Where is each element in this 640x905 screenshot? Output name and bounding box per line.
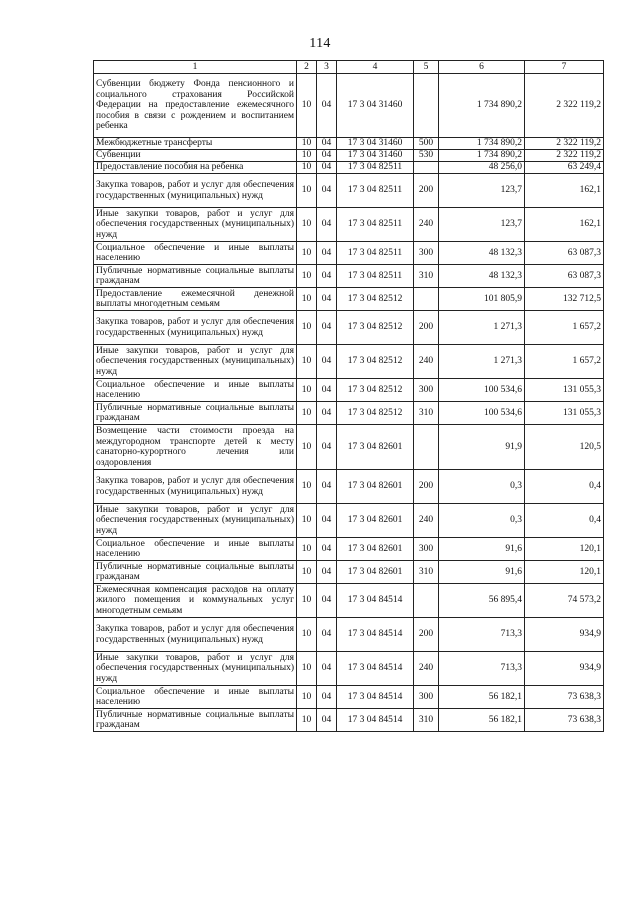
subsection-code-cell: 04 [317, 584, 337, 618]
expense-type-cell: 500 [414, 138, 439, 150]
table-row [94, 402, 604, 425]
target-article-cell: 17 3 04 82601 [337, 538, 414, 561]
section-code-cell: 10 [297, 584, 317, 618]
amount-year2-cell: 63 087,3 [525, 265, 604, 288]
row-name-cell: Закупка товаров, работ и услуг для обеспечения государственных (муниципальных) нужд [94, 311, 297, 345]
expense-type-cell: 200 [414, 311, 439, 345]
row-name-cell: Закупка товаров, работ и услуг для обеспечения государственных (муниципальных) нужд [94, 618, 297, 652]
table-row [94, 265, 604, 288]
amount-year2-cell: 120,1 [525, 538, 604, 561]
subsection-code-cell: 04 [317, 74, 337, 138]
section-code-cell: 10 [297, 242, 317, 265]
subsection-code-cell: 04 [317, 138, 337, 150]
expense-type-cell: 240 [414, 345, 439, 379]
amount-year2-cell: 934,9 [525, 652, 604, 686]
amount-year1-cell: 0,3 [439, 470, 525, 504]
target-article-cell: 17 3 04 82512 [337, 345, 414, 379]
target-article-cell: 17 3 04 31460 [337, 74, 414, 138]
target-article-cell: 17 3 04 84514 [337, 686, 414, 709]
amount-year2-cell: 2 322 119,2 [525, 150, 604, 162]
subsection-code-cell: 04 [317, 425, 337, 470]
row-name-cell: Закупка товаров, работ и услуг для обеспечения государственных (муниципальных) нужд [94, 174, 297, 208]
row-name-cell: Публичные нормативные социальные выплаты гражданам [94, 402, 297, 425]
table-row [94, 242, 604, 265]
target-article-cell: 17 3 04 82511 [337, 242, 414, 265]
section-code-cell: 10 [297, 345, 317, 379]
amount-year2-cell: 131 055,3 [525, 379, 604, 402]
amount-year2-cell: 1 657,2 [525, 311, 604, 345]
amount-year1-cell: 1 734 890,2 [439, 74, 525, 138]
amount-year2-cell: 132 712,5 [525, 288, 604, 311]
target-article-cell: 17 3 04 82512 [337, 288, 414, 311]
section-code-cell: 10 [297, 652, 317, 686]
table-row [94, 686, 604, 709]
subsection-code-cell: 04 [317, 345, 337, 379]
column-header: 1 [94, 61, 297, 74]
subsection-code-cell: 04 [317, 709, 337, 732]
page-number: 114 [309, 36, 331, 51]
amount-year2-cell: 2 322 119,2 [525, 138, 604, 150]
amount-year1-cell: 1 734 890,2 [439, 150, 525, 162]
table-row [94, 174, 604, 208]
section-code-cell: 10 [297, 288, 317, 311]
amount-year2-cell: 73 638,3 [525, 686, 604, 709]
amount-year1-cell: 48 132,3 [439, 265, 525, 288]
column-header: 3 [317, 61, 337, 74]
section-code-cell: 10 [297, 709, 317, 732]
row-name-cell: Возмещение части стоимости проезда на междугородном транспорте детей к месту санаторно-курортного лечения или оздоровления [94, 425, 297, 470]
table-row [94, 561, 604, 584]
amount-year2-cell: 0,4 [525, 470, 604, 504]
table-row [94, 652, 604, 686]
subsection-code-cell: 04 [317, 686, 337, 709]
amount-year1-cell: 123,7 [439, 174, 525, 208]
table-row [94, 138, 604, 150]
table-row [94, 311, 604, 345]
section-code-cell: 10 [297, 402, 317, 425]
expense-type-cell: 310 [414, 561, 439, 584]
amount-year2-cell: 63 249,4 [525, 162, 604, 174]
row-name-cell: Социальное обеспечение и иные выплаты населению [94, 379, 297, 402]
amount-year1-cell: 713,3 [439, 618, 525, 652]
amount-year1-cell: 1 271,3 [439, 345, 525, 379]
table-row [94, 288, 604, 311]
expense-type-cell: 310 [414, 709, 439, 732]
row-name-cell: Публичные нормативные социальные выплаты гражданам [94, 265, 297, 288]
amount-year2-cell: 63 087,3 [525, 242, 604, 265]
section-code-cell: 10 [297, 470, 317, 504]
table-row [94, 379, 604, 402]
amount-year1-cell: 48 256,0 [439, 162, 525, 174]
row-name-cell: Субвенции бюджету Фонда пенсионного и социального страхования Российской Федерации на предоставление ежемесячного пособия в связи с рождением и воспитанием ребенка [94, 74, 297, 138]
target-article-cell: 17 3 04 82601 [337, 425, 414, 470]
amount-year2-cell: 74 573,2 [525, 584, 604, 618]
amount-year1-cell: 0,3 [439, 504, 525, 538]
expense-type-cell: 240 [414, 208, 439, 242]
amount-year2-cell: 1 657,2 [525, 345, 604, 379]
row-name-cell: Ежемесячная компенсация расходов на оплату жилого помещения и коммунальных услуг многодетным семьям [94, 584, 297, 618]
table-row [94, 345, 604, 379]
expense-type-cell [414, 288, 439, 311]
amount-year1-cell: 101 805,9 [439, 288, 525, 311]
subsection-code-cell: 04 [317, 379, 337, 402]
section-code-cell: 10 [297, 561, 317, 584]
amount-year1-cell: 48 132,3 [439, 242, 525, 265]
expense-type-cell: 200 [414, 618, 439, 652]
target-article-cell: 17 3 04 84514 [337, 652, 414, 686]
subsection-code-cell: 04 [317, 150, 337, 162]
expense-type-cell: 310 [414, 402, 439, 425]
subsection-code-cell: 04 [317, 618, 337, 652]
target-article-cell: 17 3 04 84514 [337, 584, 414, 618]
target-article-cell: 17 3 04 82512 [337, 379, 414, 402]
amount-year2-cell: 162,1 [525, 208, 604, 242]
row-name-cell: Иные закупки товаров, работ и услуг для обеспечения государственных (муниципальных) нужд [94, 652, 297, 686]
row-name-cell: Субвенции [94, 150, 297, 162]
row-name-cell: Предоставление пособия на ребенка [94, 162, 297, 174]
row-name-cell: Социальное обеспечение и иные выплаты населению [94, 242, 297, 265]
amount-year1-cell: 56 182,1 [439, 686, 525, 709]
expense-type-cell: 300 [414, 686, 439, 709]
amount-year1-cell: 56 182,1 [439, 709, 525, 732]
expense-type-cell: 300 [414, 538, 439, 561]
subsection-code-cell: 04 [317, 174, 337, 208]
table-row [94, 74, 604, 138]
target-article-cell: 17 3 04 82511 [337, 162, 414, 174]
amount-year2-cell: 73 638,3 [525, 709, 604, 732]
section-code-cell: 10 [297, 138, 317, 150]
amount-year2-cell: 131 055,3 [525, 402, 604, 425]
column-number-header [94, 61, 604, 74]
amount-year2-cell: 120,5 [525, 425, 604, 470]
amount-year1-cell: 100 534,6 [439, 379, 525, 402]
section-code-cell: 10 [297, 174, 317, 208]
section-code-cell: 10 [297, 686, 317, 709]
subsection-code-cell: 04 [317, 288, 337, 311]
expense-type-cell [414, 584, 439, 618]
table-row [94, 538, 604, 561]
section-code-cell: 10 [297, 504, 317, 538]
amount-year2-cell: 120,1 [525, 561, 604, 584]
section-code-cell: 10 [297, 150, 317, 162]
expense-type-cell [414, 162, 439, 174]
table-body [94, 74, 604, 732]
row-name-cell: Публичные нормативные социальные выплаты гражданам [94, 561, 297, 584]
column-header: 5 [414, 61, 439, 74]
subsection-code-cell: 04 [317, 265, 337, 288]
subsection-code-cell: 04 [317, 242, 337, 265]
amount-year2-cell: 0,4 [525, 504, 604, 538]
target-article-cell: 17 3 04 82512 [337, 402, 414, 425]
row-name-cell: Социальное обеспечение и иные выплаты населению [94, 686, 297, 709]
amount-year1-cell: 123,7 [439, 208, 525, 242]
subsection-code-cell: 04 [317, 561, 337, 584]
table-row [94, 504, 604, 538]
section-code-cell: 10 [297, 265, 317, 288]
subsection-code-cell: 04 [317, 538, 337, 561]
column-header: 7 [525, 61, 604, 74]
row-name-cell: Закупка товаров, работ и услуг для обеспечения государственных (муниципальных) нужд [94, 470, 297, 504]
section-code-cell: 10 [297, 74, 317, 138]
target-article-cell: 17 3 04 84514 [337, 618, 414, 652]
amount-year1-cell: 1 271,3 [439, 311, 525, 345]
target-article-cell: 17 3 04 84514 [337, 709, 414, 732]
amount-year1-cell: 100 534,6 [439, 402, 525, 425]
expense-type-cell: 240 [414, 652, 439, 686]
subsection-code-cell: 04 [317, 402, 337, 425]
expense-type-cell: 200 [414, 470, 439, 504]
expense-type-cell [414, 74, 439, 138]
row-name-cell: Иные закупки товаров, работ и услуг для обеспечения государственных (муниципальных) нужд [94, 345, 297, 379]
budget-table [93, 60, 604, 732]
target-article-cell: 17 3 04 82601 [337, 561, 414, 584]
target-article-cell: 17 3 04 31460 [337, 150, 414, 162]
section-code-cell: 10 [297, 208, 317, 242]
table-row [94, 162, 604, 174]
row-name-cell: Предоставление ежемесячной денежной выплаты многодетным семьям [94, 288, 297, 311]
table-row [94, 425, 604, 470]
target-article-cell: 17 3 04 82601 [337, 504, 414, 538]
section-code-cell: 10 [297, 379, 317, 402]
row-name-cell: Социальное обеспечение и иные выплаты населению [94, 538, 297, 561]
subsection-code-cell: 04 [317, 208, 337, 242]
amount-year1-cell: 1 734 890,2 [439, 138, 525, 150]
expense-type-cell: 310 [414, 265, 439, 288]
table-row [94, 709, 604, 732]
section-code-cell: 10 [297, 538, 317, 561]
row-name-cell: Иные закупки товаров, работ и услуг для обеспечения государственных (муниципальных) нужд [94, 208, 297, 242]
amount-year2-cell: 162,1 [525, 174, 604, 208]
target-article-cell: 17 3 04 82601 [337, 470, 414, 504]
row-name-cell: Публичные нормативные социальные выплаты гражданам [94, 709, 297, 732]
amount-year1-cell: 56 895,4 [439, 584, 525, 618]
table-row [94, 618, 604, 652]
subsection-code-cell: 04 [317, 311, 337, 345]
target-article-cell: 17 3 04 82511 [337, 174, 414, 208]
expense-type-cell: 300 [414, 379, 439, 402]
target-article-cell: 17 3 04 82512 [337, 311, 414, 345]
expense-type-cell: 200 [414, 174, 439, 208]
subsection-code-cell: 04 [317, 504, 337, 538]
table-row [94, 584, 604, 618]
expense-type-cell [414, 425, 439, 470]
section-code-cell: 10 [297, 162, 317, 174]
target-article-cell: 17 3 04 82511 [337, 208, 414, 242]
column-header: 4 [337, 61, 414, 74]
table-row [94, 470, 604, 504]
table-row [94, 150, 604, 162]
row-name-cell: Иные закупки товаров, работ и услуг для обеспечения государственных (муниципальных) нужд [94, 504, 297, 538]
amount-year2-cell: 934,9 [525, 618, 604, 652]
section-code-cell: 10 [297, 618, 317, 652]
row-name-cell: Межбюджетные трансферты [94, 138, 297, 150]
expense-type-cell: 530 [414, 150, 439, 162]
target-article-cell: 17 3 04 82511 [337, 265, 414, 288]
amount-year2-cell: 2 322 119,2 [525, 74, 604, 138]
section-code-cell: 10 [297, 425, 317, 470]
expense-type-cell: 240 [414, 504, 439, 538]
expense-type-cell: 300 [414, 242, 439, 265]
column-header: 2 [297, 61, 317, 74]
subsection-code-cell: 04 [317, 652, 337, 686]
subsection-code-cell: 04 [317, 470, 337, 504]
table-row [94, 208, 604, 242]
amount-year1-cell: 91,6 [439, 538, 525, 561]
section-code-cell: 10 [297, 311, 317, 345]
target-article-cell: 17 3 04 31460 [337, 138, 414, 150]
amount-year1-cell: 91,9 [439, 425, 525, 470]
subsection-code-cell: 04 [317, 162, 337, 174]
amount-year1-cell: 713,3 [439, 652, 525, 686]
column-header: 6 [439, 61, 525, 74]
amount-year1-cell: 91,6 [439, 561, 525, 584]
